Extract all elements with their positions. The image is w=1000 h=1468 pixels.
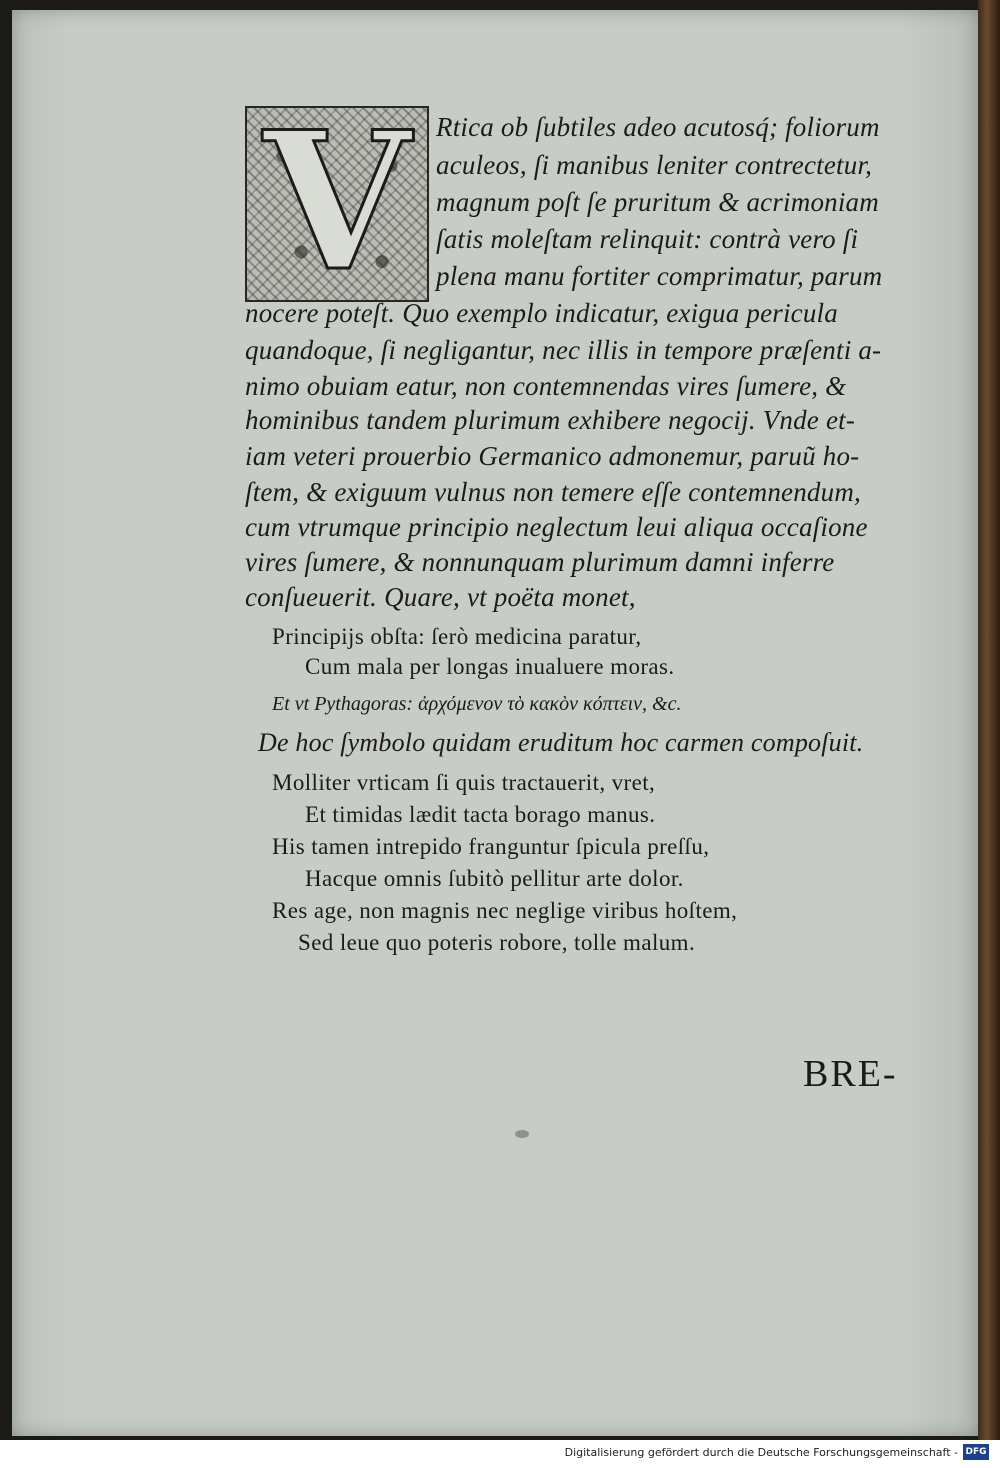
prose-line-12: cum vtrumque principio neglectum leui aliqua occaſione xyxy=(245,512,868,542)
prose-line-6: nocere poteſt. Quo exemplo indicatur, exigua pericula xyxy=(245,298,838,328)
catchword: BRE- xyxy=(803,1053,898,1095)
verse-2-line-5: Res age, non magnis nec neglige viribus hoſtem, xyxy=(272,898,738,923)
ink-smudge xyxy=(515,1130,529,1138)
book-spine-edge xyxy=(978,0,1000,1440)
verse-2-line-4: Hacque omnis ſubitò pellitur arte dolor. xyxy=(305,866,684,891)
carmen-intro: De hoc ſymbolo quidam eruditum hoc carmen compoſuit. xyxy=(258,728,864,757)
initial-letter: V xyxy=(263,106,411,302)
footer-credit: Digitalisierung gefördert durch die Deutsche Forschungsgemeinschaft - xyxy=(564,1446,958,1459)
prose-line-8: nimo obuiam eatur, non contemnendas vires ſumere, & xyxy=(245,371,847,401)
prose-line-2: aculeos, ſi manibus leniter contrectetur, xyxy=(436,150,873,180)
prose-line-10: iam veteri prouerbio Germanico admonemur, paruũ ho- xyxy=(245,441,860,471)
prose-line-13: vires ſumere, & nonnunquam plurimum damni inferre xyxy=(245,547,835,577)
verse-2-line-2: Et timidas lædit tacta borago manus. xyxy=(305,802,656,827)
prose-line-9: hominibus tandem plurimum exhibere negocij. Vnde et- xyxy=(245,405,856,435)
prose-line-11: ſtem, & exiguum vulnus non temere eſſe contemnendum, xyxy=(245,477,861,507)
dfg-logo-icon: DFG xyxy=(963,1444,989,1460)
prose-line-7: quandoque, ſi negligantur, nec illis in tempore præſenti a- xyxy=(245,335,882,365)
prose-line-3: magnum poſt ſe pruritum & acrimoniam xyxy=(436,187,879,217)
prose-line-1: Rtica ob ſubtiles adeo acutosq́; foliorum xyxy=(436,112,880,142)
decorated-initial xyxy=(245,106,429,302)
prose-line-14: conſueuerit. Quare, vt poëta monet, xyxy=(245,582,636,612)
pythagoras-line: Et vt Pythagoras: ἀρχόμενον τὸ κακὸν κόπτειν, &c. xyxy=(272,693,682,715)
verse-1-line-2: Cum mala per longas inualuere moras. xyxy=(305,654,675,679)
verse-1-line-1: Principijs obſta: ſerò medicina paratur, xyxy=(272,624,642,649)
prose-line-4: ſatis moleſtam relinquit: contrà vero ſi xyxy=(436,224,859,254)
verse-2-line-1: Molliter vrticam ſi quis tractauerit, vret, xyxy=(272,770,656,795)
verse-2-line-3: His tamen intrepido franguntur ſpicula preſſu, xyxy=(272,834,710,859)
prose-line-5: plena manu fortiter comprimatur, parum xyxy=(436,261,883,291)
verse-2-line-6: Sed leue quo poteris robore, tolle malum. xyxy=(298,930,696,955)
